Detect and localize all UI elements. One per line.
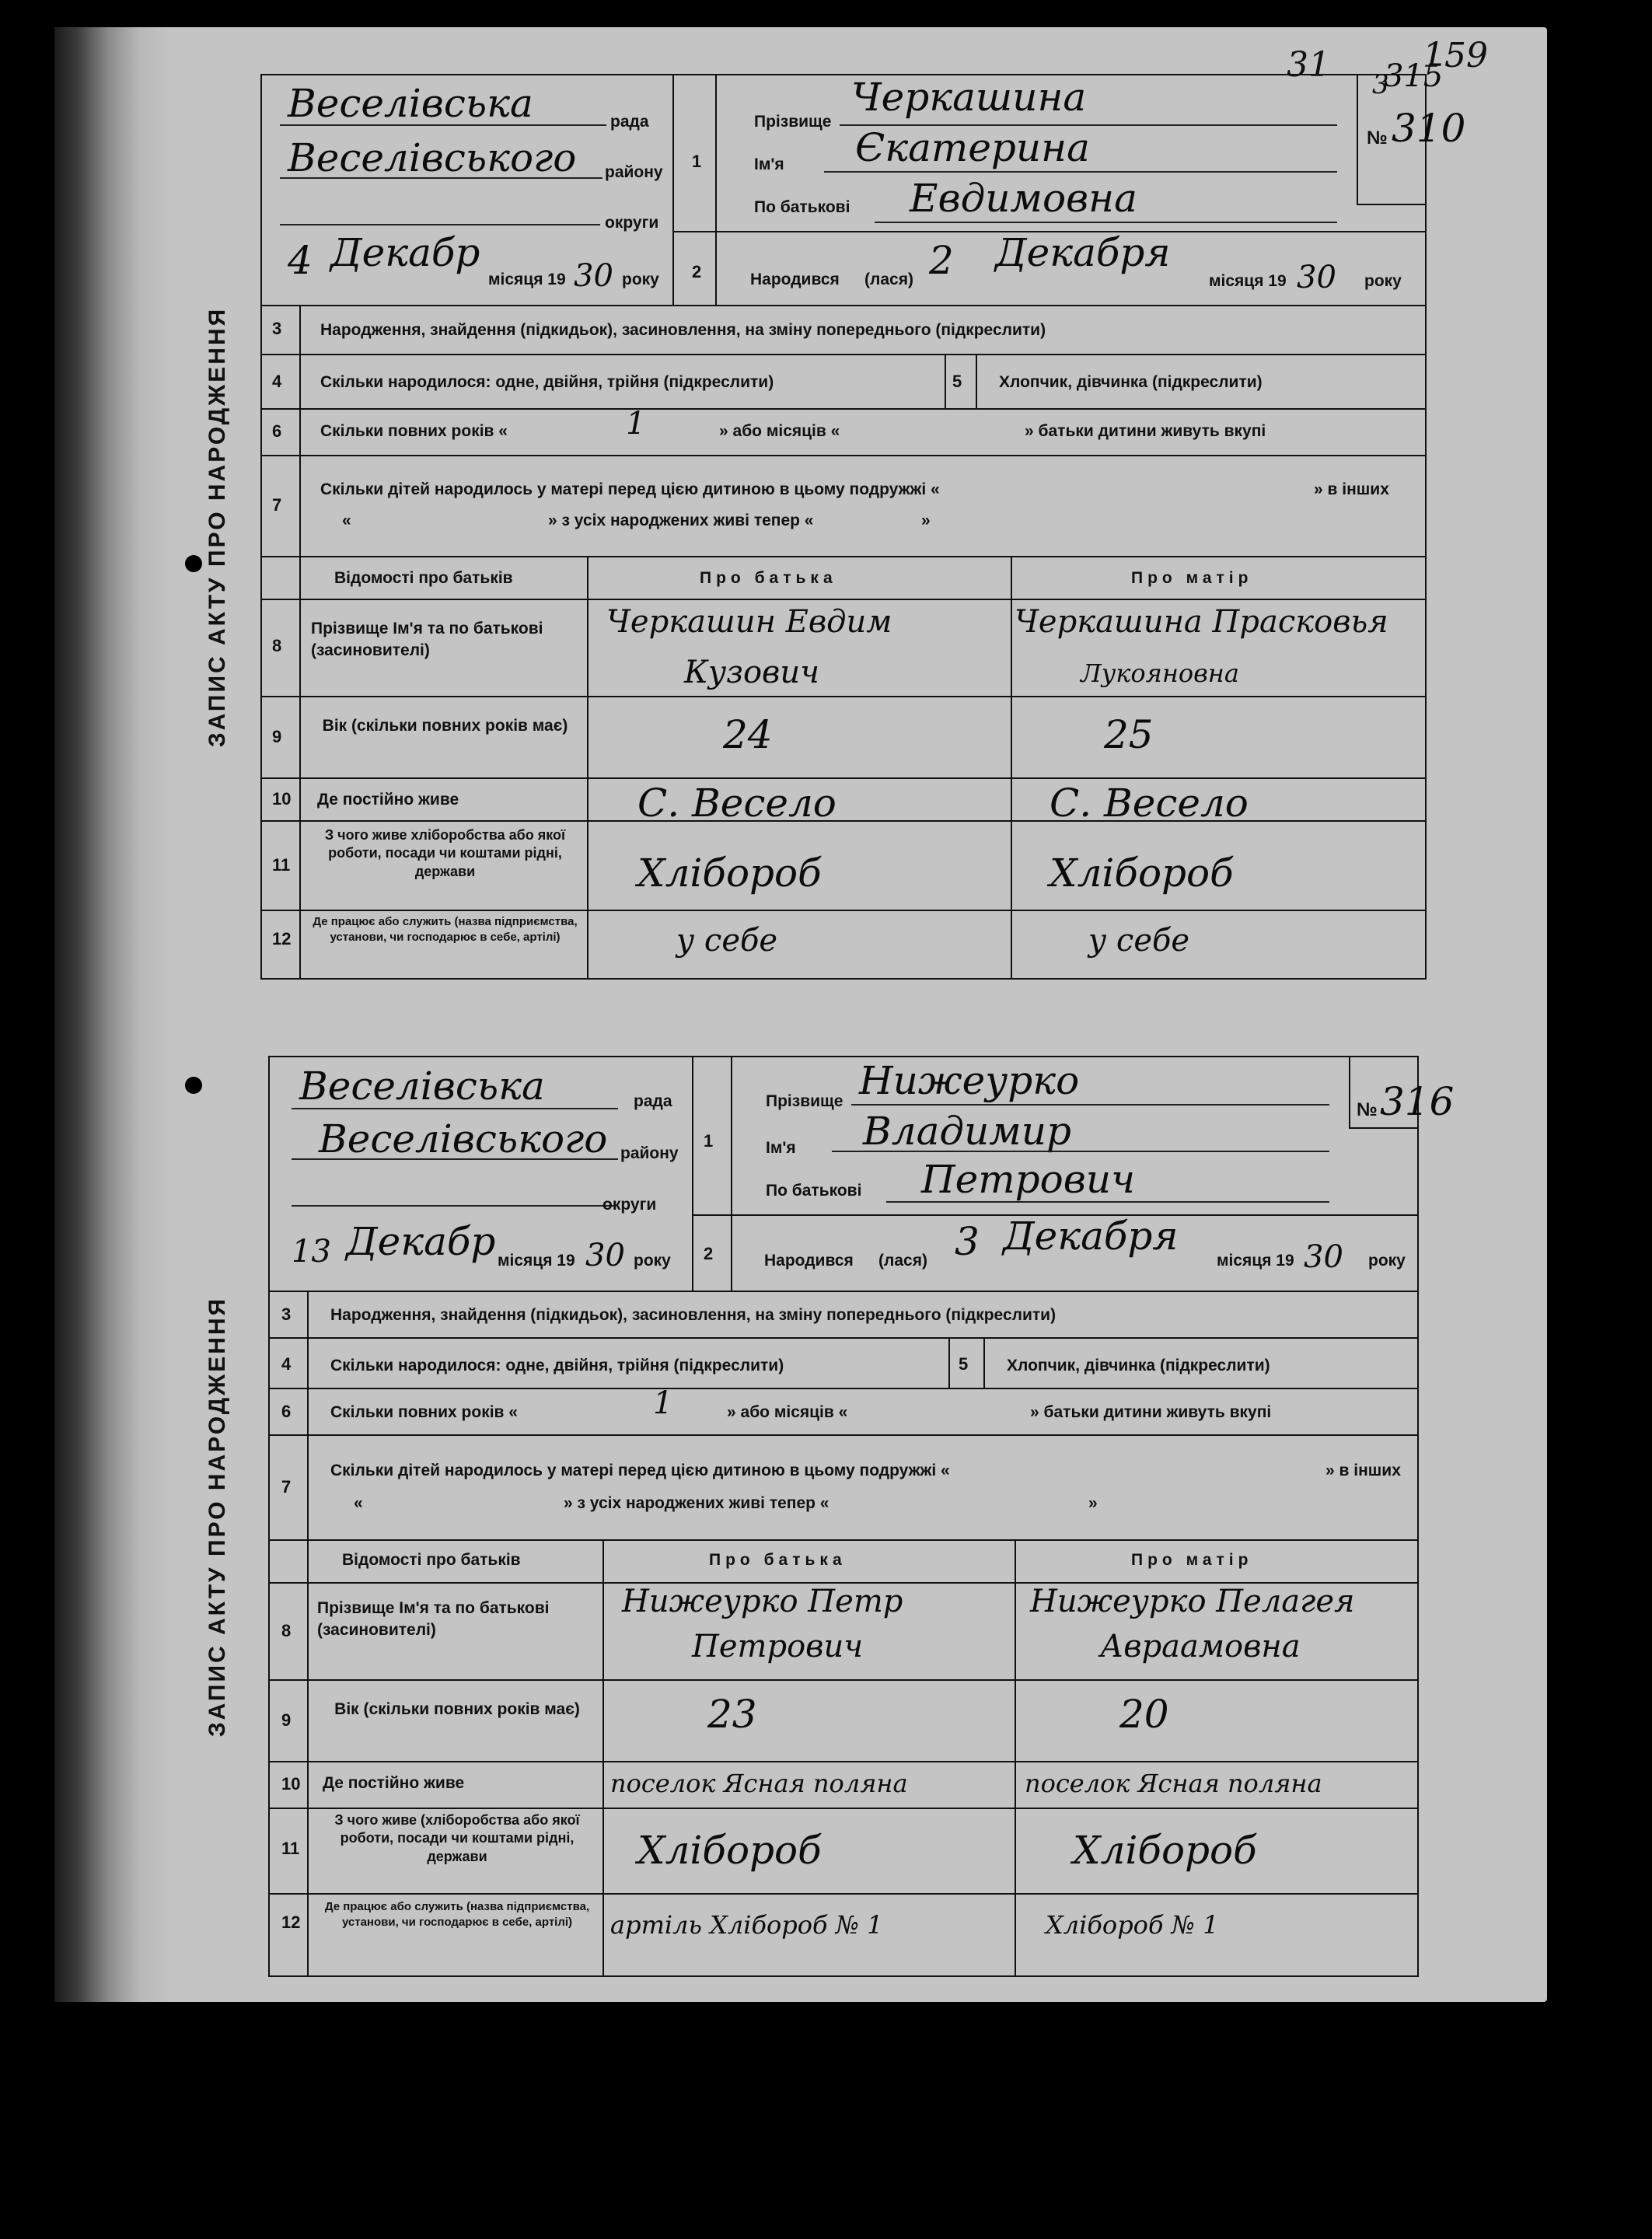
row7-text-e: »: [921, 512, 931, 529]
surname-label: Прізвище: [766, 1092, 843, 1110]
row7-text-b: » в інших: [1314, 480, 1389, 498]
mother-occupation: Хлібороб: [1073, 1828, 1257, 1873]
mother-residence: поселок Ясная поляна: [1025, 1769, 1322, 1798]
archive-mark: 31: [1287, 45, 1330, 85]
row12-label: Де працює або служить (назва підприємства, установи, чи господарює в себе, артілі): [313, 915, 578, 944]
father-occupation: Хлібороб: [637, 851, 822, 896]
row-number: 5: [952, 372, 962, 391]
row-number: 6: [272, 421, 282, 441]
row-number: 10: [272, 789, 292, 809]
row-number: 4: [272, 372, 282, 391]
row7-text-a: Скільки дітей народилось у матері перед цією дитиною в цьому подружжі «: [330, 1462, 950, 1479]
father-workplace: артіль Хлібороб № 1: [610, 1910, 883, 1940]
row11-label: З чого живе хліборобства або якої роботи, посади чи коштами рідні, держави: [324, 827, 566, 879]
father-header: Про батька: [709, 1551, 847, 1569]
row10-label: Де постійно живе: [317, 791, 459, 809]
row7-text-d: » з усіх народжених живі тепер «: [548, 512, 814, 529]
record-number: 310: [1392, 106, 1466, 151]
row-number: 2: [692, 262, 702, 281]
rada-handwritten: Веселівська: [288, 81, 533, 126]
father-header: Про батька: [700, 569, 837, 587]
row-number: 2: [704, 1244, 714, 1263]
row8-label: Прізвище Ім'я та по батькові (засиновителі): [317, 1599, 550, 1640]
row-number: 3: [281, 1305, 292, 1324]
born-label: Народився: [750, 271, 840, 288]
surname-label: Прізвище: [754, 113, 832, 131]
row6-years: 1: [653, 1385, 673, 1421]
row8-label: Прізвище Ім'я та по батькові (засиновителі): [311, 620, 543, 660]
row6-text-a: Скільки повних років «: [330, 1403, 518, 1421]
mother-residence: С. Весело: [1050, 781, 1249, 826]
row-number: 1: [704, 1131, 714, 1151]
row-number: 9: [272, 727, 282, 746]
row-number: 3: [272, 319, 282, 338]
registration-year-label: року: [634, 1252, 671, 1270]
row6-text-c: » батьки дитини живуть вкупі: [1030, 1403, 1272, 1421]
row-number: 7: [272, 495, 282, 515]
name-label: Ім'я: [766, 1139, 796, 1157]
raion-label: району: [620, 1144, 679, 1162]
birth-month-label: місяця 19: [1209, 272, 1287, 290]
mother-workplace: у себе: [1088, 923, 1190, 959]
raion-label: району: [605, 163, 663, 181]
row6-text-c: » батьки дитини живуть вкупі: [1025, 422, 1266, 440]
registration-month-label: місяця 19: [498, 1252, 575, 1270]
row3-text: Народження, знайдення (підкидьок), засиновлення, на зміну попереднього (підкреслити): [330, 1306, 1057, 1324]
name-label: Ім'я: [754, 155, 784, 173]
father-residence: поселок Ясная поляна: [610, 1769, 908, 1798]
registration-month: Декабр: [346, 1219, 496, 1264]
row-number: 8: [281, 1621, 292, 1640]
registration-year: 30: [574, 258, 613, 294]
born-label-suffix: (лася): [878, 1252, 927, 1270]
row7-text-a: Скільки дітей народилось у матері перед цією дитиною в цьому подружжі «: [320, 480, 940, 498]
registration-day: 4: [288, 238, 313, 283]
mother-age: 25: [1104, 712, 1154, 757]
row4-text: Скільки народилося: одне, двійня, трійня (підкреслити): [330, 1357, 784, 1374]
patronymic-label: По батькові: [754, 198, 850, 216]
side-title: ЗАПИС АКТУ ПРО НАРОДЖЕННЯ: [204, 1296, 231, 1737]
birth-month-label: місяця 19: [1217, 1252, 1294, 1270]
row-number: 10: [281, 1774, 301, 1794]
child-surname: Черкашина: [851, 75, 1087, 120]
mother-name: Нижеурко Пелагея: [1030, 1584, 1355, 1619]
row4-text: Скільки народилося: одне, двійня, трійня (підкреслити): [320, 373, 774, 391]
mother-name-2: Авраамовна: [1100, 1629, 1301, 1664]
raion-handwritten: Веселівського: [288, 135, 577, 180]
mother-header: Про матір: [1131, 569, 1253, 587]
registration-year: 30: [585, 1238, 625, 1273]
father-residence: С. Весело: [637, 781, 836, 826]
birth-month: Декабря: [995, 230, 1171, 275]
row3-text: Народження, знайдення (підкидьок), засиновлення, на зміну попереднього (підкреслити): [320, 321, 1046, 339]
child-name: Владимир: [863, 1109, 1071, 1154]
row-number: 4: [281, 1354, 292, 1374]
row-number: 12: [281, 1912, 301, 1932]
binding-edge: [54, 27, 171, 2002]
father-name-2: Петрович: [692, 1629, 864, 1664]
row7-text-d: » з усіх народжених живі тепер «: [564, 1494, 829, 1512]
record-number-label: №: [1357, 1099, 1378, 1120]
row7-text-b: » в інших: [1325, 1462, 1401, 1479]
birth-year: 30: [1304, 1239, 1343, 1275]
father-workplace: у себе: [676, 923, 778, 959]
row11-label: З чого живе (хліборобства або якої роботи, посади чи коштами рідні, держави: [334, 1812, 580, 1864]
father-age: 24: [723, 712, 773, 757]
row-number: 7: [281, 1477, 292, 1497]
row-number: 12: [272, 929, 292, 948]
row-number: 11: [281, 1839, 300, 1858]
registration-year-label: року: [622, 271, 659, 288]
parents-header: Відомості про батьків: [334, 569, 513, 587]
mother-header: Про матір: [1131, 1551, 1253, 1569]
child-name: Єкатерина: [855, 125, 1090, 170]
child-surname: Нижеурко: [859, 1058, 1080, 1103]
father-name: Черкашин Евдим: [606, 604, 892, 640]
row7-text-e: »: [1088, 1494, 1098, 1512]
raion-handwritten: Веселівського: [319, 1116, 608, 1161]
record-number-old: 315: [1384, 58, 1444, 94]
mother-age: 20: [1119, 1692, 1169, 1737]
row12-label: Де працює або служить (назва підприємства, установи, чи господарює в себе, артілі): [324, 1900, 590, 1929]
birth-month: Декабря: [1003, 1214, 1179, 1259]
okruha-label: округи: [602, 1196, 657, 1214]
row-number: 8: [272, 636, 282, 655]
row9-label: Вік (скільки повних років має): [322, 717, 568, 735]
row-number: 5: [959, 1354, 969, 1374]
parents-header: Відомості про батьків: [342, 1551, 521, 1569]
row5-text: Хлопчик, дівчинка (підкреслити): [999, 373, 1263, 391]
row5-text: Хлопчик, дівчинка (підкреслити): [1007, 1357, 1270, 1374]
born-label: Народився: [764, 1252, 854, 1270]
rada-handwritten: Веселівська: [299, 1064, 545, 1109]
father-name-2: Кузович: [684, 655, 819, 690]
row-number: 11: [272, 855, 291, 875]
rada-label: рада: [634, 1092, 672, 1110]
birth-year-label: року: [1368, 1252, 1406, 1270]
rada-label: рада: [610, 113, 649, 131]
father-age: 23: [707, 1692, 757, 1737]
birth-year-label: року: [1364, 272, 1402, 290]
mother-occupation: Хлібороб: [1050, 851, 1234, 896]
birth-day: 2: [929, 238, 954, 283]
registration-month-label: місяця 19: [488, 271, 566, 288]
mother-name-2: Лукояновна: [1081, 658, 1239, 688]
birth-year: 30: [1297, 260, 1336, 295]
row6-text-b: » або місяців «: [719, 422, 840, 440]
registration-day: 13: [292, 1234, 331, 1270]
father-name: Нижеурко Петр: [622, 1584, 903, 1619]
registration-month: Декабр: [330, 230, 480, 275]
record-number: 316: [1380, 1079, 1455, 1124]
mother-workplace: Хлібороб № 1: [1046, 1910, 1219, 1940]
archive-mark: 3: [1372, 69, 1389, 100]
patronymic-label: По батькові: [766, 1182, 862, 1200]
row7-text-c: «: [354, 1494, 363, 1512]
row-number: 1: [692, 152, 702, 171]
row7-text-c: «: [342, 512, 351, 529]
okruha-label: округи: [605, 214, 659, 232]
father-occupation: Хлібороб: [637, 1828, 822, 1873]
child-patronymic: Петрович: [921, 1157, 1136, 1202]
mother-name: Черкашина Прасковья: [1015, 604, 1388, 640]
row6-text-b: » або місяців «: [727, 1403, 848, 1421]
row10-label: Де постійно живе: [323, 1774, 465, 1792]
row6-years: 1: [626, 406, 646, 442]
born-label-suffix: (лася): [864, 271, 913, 288]
row-number: 9: [281, 1710, 292, 1730]
side-title: ЗАПИС АКТУ ПРО НАРОДЖЕННЯ: [204, 306, 231, 747]
row-number: 6: [281, 1402, 292, 1421]
row6-text-a: Скільки повних років «: [320, 422, 508, 440]
child-patronymic: Евдимовна: [910, 176, 1137, 221]
archive-page-number: 159: [1423, 36, 1488, 75]
row9-label: Вік (скільки повних років має): [334, 1700, 580, 1718]
birth-day: 3: [955, 1219, 980, 1264]
record-number-label: №: [1367, 127, 1388, 148]
